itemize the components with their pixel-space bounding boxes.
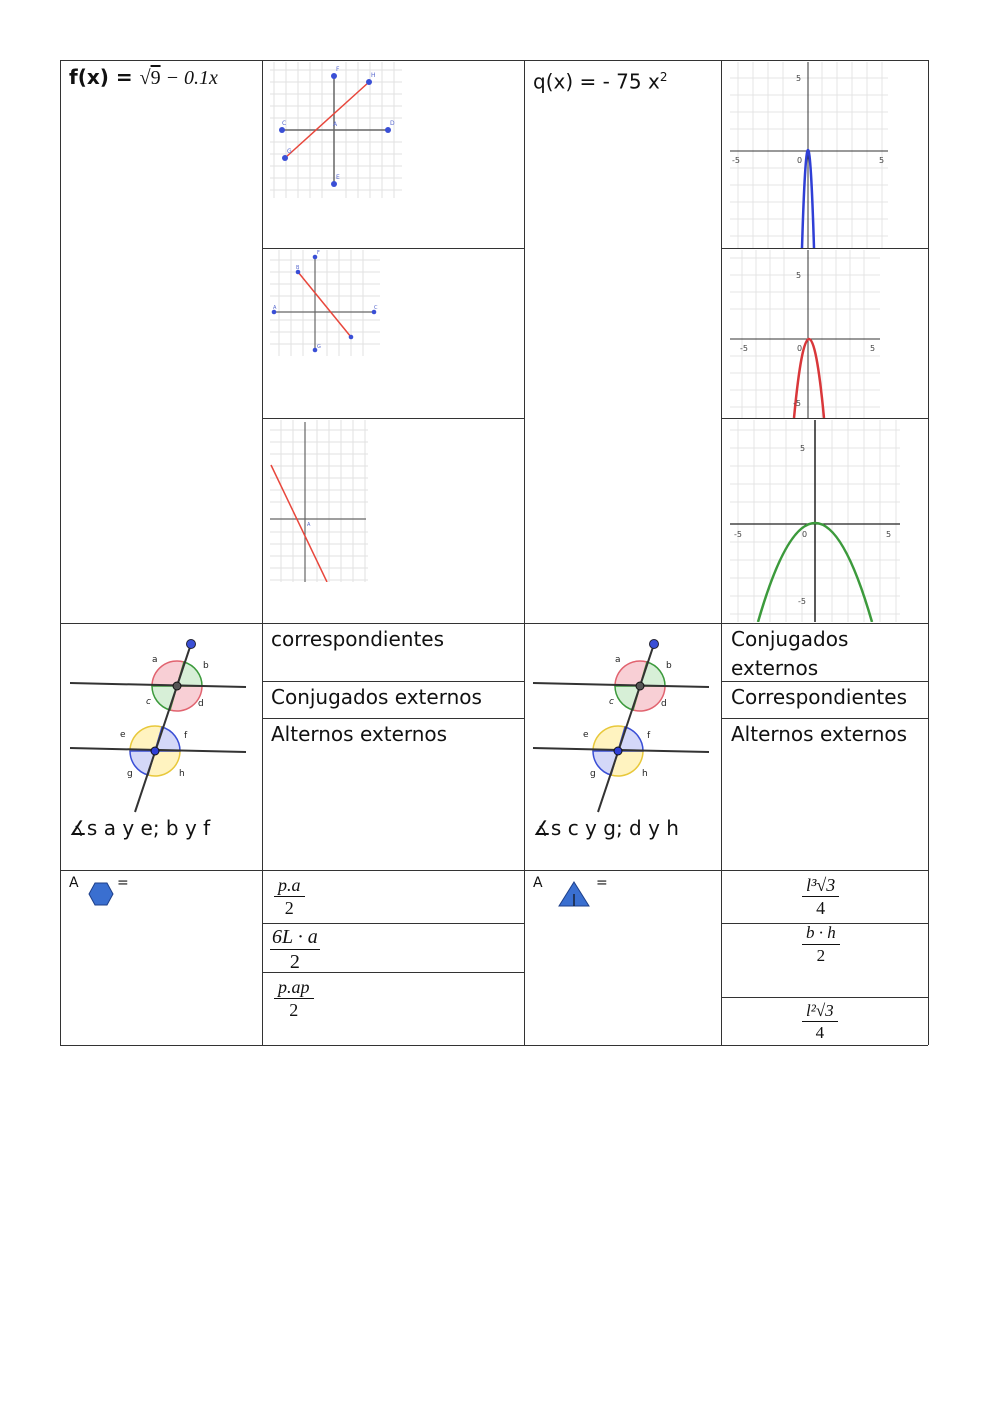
area-equals-left: = [117, 875, 129, 891]
formula-left-1-num: p.a [274, 874, 305, 897]
svg-text:G: G [287, 148, 292, 155]
svg-text:0: 0 [797, 344, 803, 353]
q-exponent: 2 [659, 70, 668, 84]
border-r3-d [721, 997, 928, 998]
svg-text:c: c [609, 697, 614, 707]
parabola-graph-2 [730, 250, 880, 418]
svg-text:b: b [666, 661, 672, 671]
svg-text:-5: -5 [732, 156, 740, 165]
formula-left-2[interactable] [270, 925, 320, 974]
area-equals-right: = [596, 875, 608, 891]
border-r1-a [262, 248, 524, 249]
option-right-2[interactable]: Correspondientes [731, 685, 907, 709]
border-r1-b [262, 418, 524, 419]
option-left-1[interactable]: correspondientes [271, 627, 445, 651]
svg-text:F: F [317, 250, 320, 256]
border-col1 [262, 60, 263, 1045]
formula-left-3-den: 2 [289, 1000, 299, 1020]
function-q-label [533, 63, 667, 97]
svg-text:D: D [390, 120, 395, 127]
border-col3 [721, 60, 722, 1045]
svg-text:B: B [296, 265, 300, 271]
svg-text:5: 5 [800, 444, 806, 453]
formula-left-2-den: 2 [289, 951, 300, 973]
svg-text:e: e [583, 730, 589, 740]
svg-text:A: A [307, 522, 311, 528]
svg-text:d: d [661, 699, 667, 709]
svg-text:d: d [198, 699, 204, 709]
svg-text:e: e [120, 730, 126, 740]
option-left-3[interactable]: Alternos externos [271, 722, 448, 746]
f-sqrt: √9 [139, 67, 161, 89]
svg-text:c: c [146, 697, 151, 707]
formula-left-1-den: 2 [284, 898, 294, 918]
area-label-right: A [533, 875, 543, 891]
svg-text:h: h [179, 769, 185, 779]
formula-right-2[interactable] [802, 922, 840, 967]
svg-text:h: h [642, 769, 648, 779]
angles-caption-left: ∡s a y e; b y f [69, 816, 211, 840]
formula-right-1-den: 4 [816, 898, 826, 918]
formula-right-2-num: b · h [802, 922, 840, 945]
svg-text:-5: -5 [740, 344, 748, 353]
border-left [60, 60, 61, 1045]
svg-text:5: 5 [886, 530, 892, 539]
formula-right-3-num: l²√3 [802, 1000, 838, 1022]
svg-text:5: 5 [796, 271, 802, 280]
angles-diagram-right [525, 630, 721, 815]
formula-left-2-num: 6L · a [272, 926, 318, 948]
svg-text:5: 5 [879, 156, 885, 165]
angles-caption-right: ∡s c y g; d y h [533, 816, 679, 840]
svg-text:b: b [203, 661, 209, 671]
border-row2 [60, 870, 928, 871]
hexagon-icon [88, 881, 114, 907]
svg-text:a: a [615, 655, 621, 665]
svg-text:E: E [336, 174, 340, 181]
svg-text:f: f [184, 731, 188, 741]
triangle-icon [557, 880, 591, 908]
svg-text:5: 5 [796, 74, 802, 83]
border-r2-d [721, 718, 928, 719]
svg-text:5: 5 [870, 344, 876, 353]
angles-diagram-left [62, 630, 258, 815]
parabola-graph-3 [730, 420, 900, 622]
area-label-left: A [69, 875, 79, 891]
function-f-label [69, 63, 218, 93]
option-right-1[interactable]: Conjugados externos [731, 627, 849, 680]
svg-text:a: a [152, 655, 158, 665]
formula-left-1[interactable] [274, 874, 305, 919]
formula-right-3[interactable] [802, 1000, 838, 1043]
svg-text:0: 0 [802, 530, 808, 539]
f-name: f(x) = [69, 65, 140, 89]
q-name: q(x) = - 75 x [533, 69, 660, 94]
svg-text:F: F [336, 66, 340, 73]
border-r2-b [262, 718, 524, 719]
f-radicand: 9 [150, 67, 161, 89]
svg-text:G: G [317, 344, 321, 350]
linear-graph-1 [270, 62, 402, 198]
svg-text:C: C [282, 120, 287, 127]
border-bottom [60, 1045, 928, 1046]
border-r1-d [721, 418, 928, 419]
parabola-graph-1 [730, 62, 888, 248]
svg-text:0: 0 [797, 156, 803, 165]
linear-graph-3 [270, 420, 368, 582]
f-rest: − 0.1x [160, 67, 218, 89]
option-right-3[interactable]: Alternos externos [731, 722, 908, 746]
formula-right-2-den: 2 [816, 946, 826, 965]
border-col2 [524, 60, 525, 1045]
formula-right-1-num: l³√3 [802, 874, 839, 897]
formula-right-3-den: 4 [815, 1023, 825, 1042]
svg-text:H: H [371, 72, 376, 79]
formula-left-3-num: p.ap [274, 976, 314, 999]
formula-right-1[interactable] [802, 874, 839, 919]
svg-text:C: C [374, 305, 378, 311]
border-right [928, 60, 929, 1045]
border-row1 [60, 623, 928, 624]
svg-text:g: g [127, 769, 133, 779]
svg-text:A: A [273, 305, 277, 311]
svg-text:g: g [590, 769, 596, 779]
svg-text:-5: -5 [734, 530, 742, 539]
option-left-2[interactable]: Conjugados externos [271, 685, 482, 709]
border-r1-c [721, 248, 928, 249]
svg-text:-5: -5 [798, 597, 806, 606]
svg-text:f: f [647, 731, 651, 741]
linear-graph-2 [270, 250, 380, 356]
svg-text:A: A [333, 121, 338, 128]
border-r2-a [262, 681, 524, 682]
formula-left-3[interactable] [274, 976, 314, 1021]
border-top [60, 60, 928, 61]
border-r3-a [262, 923, 524, 924]
svg-text:-5: -5 [793, 399, 801, 408]
